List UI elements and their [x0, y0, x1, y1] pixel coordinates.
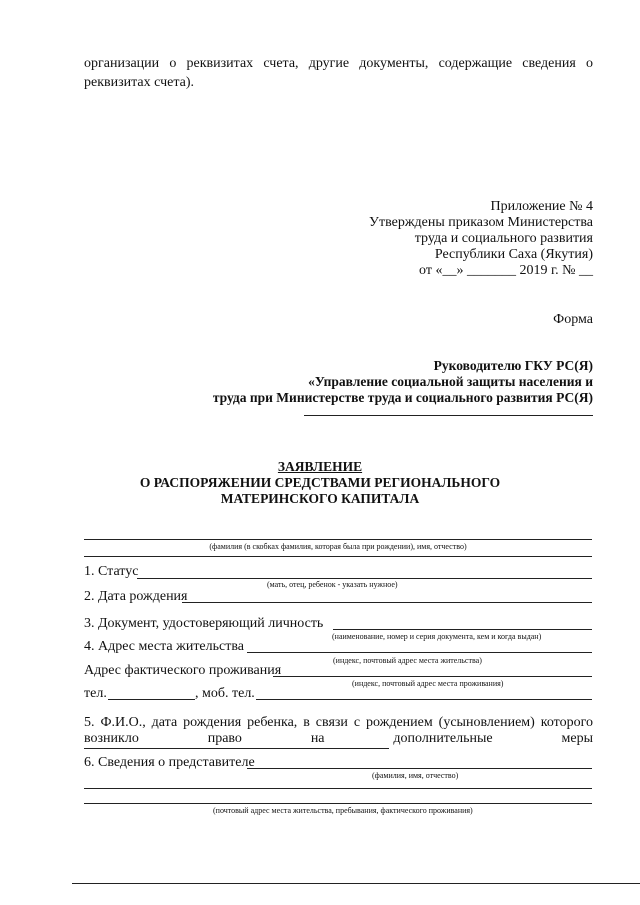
addressee-line-2: «Управление социальной защиты населения и: [308, 374, 593, 389]
addressee-line-3: труда при Министерстве труда и социального развития РС(Я): [212, 390, 593, 405]
status-hint: (мать, отец, ребенок - указать нужное): [267, 580, 398, 589]
child-info-line-2: [84, 731, 593, 747]
status-field[interactable]: [137, 578, 592, 579]
fio-field[interactable]: [84, 539, 592, 540]
child-info-word: право: [207, 731, 242, 746]
page-bottom-rule: [72, 883, 640, 884]
mobile-label: , моб. тел.: [195, 686, 255, 701]
representative-hint: (фамилия, имя, отчество): [372, 771, 459, 780]
address-field[interactable]: [247, 652, 592, 653]
title-line-2: О РАСПОРЯЖЕНИИ СРЕДСТВАМИ РЕГИОНАЛЬНОГО: [139, 475, 501, 490]
appendix-date: от «__» _______ 2019 г. № __: [419, 263, 593, 278]
addressee-line-1: Руководителю ГКУ РС(Я): [433, 358, 593, 373]
status-label: 1. Статус: [84, 564, 139, 579]
address-label: 4. Адрес места жительства: [84, 639, 244, 654]
postal-address-field-line-2[interactable]: [84, 803, 592, 804]
birthdate-label: 2. Дата рождения: [84, 589, 188, 604]
phone-label: тел.: [84, 686, 107, 701]
appendix-number: Приложение № 4: [490, 199, 593, 214]
mobile-field[interactable]: [256, 699, 592, 700]
birthdate-field[interactable]: [182, 602, 592, 603]
identity-doc-field[interactable]: [333, 629, 592, 630]
appendix-ministry: труда и социального развития: [414, 231, 593, 246]
identity-doc-hint: (наименование, номер и серия документа, кем и когда выдан): [332, 632, 542, 641]
intro-line-1: организации о реквизитах счета, другие документы, содержащие сведения о: [84, 56, 593, 71]
representative-field[interactable]: [247, 768, 592, 769]
postal-address-hint: (почтовый адрес места жительства, пребывания, фактического проживания): [213, 806, 473, 815]
fio-field-line-2[interactable]: [84, 556, 592, 557]
child-info-word: возникло: [84, 731, 139, 746]
title-statement: ЗАЯВЛЕНИЕ: [277, 459, 363, 474]
address-hint: (индекс, почтовый адрес места жительства): [333, 656, 482, 665]
child-info-word: меры: [561, 731, 593, 746]
fio-hint: (фамилия (в скобках фамилия, которая была при рождении), имя, отчество): [209, 542, 467, 551]
actual-address-field[interactable]: [273, 676, 592, 677]
representative-label: 6. Сведения о представителе: [84, 755, 255, 770]
appendix-republic: Республики Саха (Якутия): [434, 247, 593, 262]
child-info-line-1: 5. Ф.И.О., дата рождения ребенка, в связи с рождением (усыновлением) которого: [84, 715, 593, 730]
intro-line-2: реквизитах счета).: [84, 75, 194, 90]
actual-address-label: Адрес фактического проживания: [84, 663, 282, 678]
postal-address-field[interactable]: [84, 788, 592, 789]
child-info-word: на: [310, 731, 325, 746]
actual-address-hint: (индекс, почтовый адрес места проживания): [352, 679, 504, 688]
appendix-approved: Утверждены приказом Министерства: [369, 215, 593, 230]
phone-field[interactable]: [108, 699, 195, 700]
addressee-underline[interactable]: [304, 415, 593, 416]
form-label: Форма: [553, 312, 593, 327]
identity-doc-label: 3. Документ, удостоверяющий личность: [84, 616, 324, 631]
title-line-3: МАТЕРИНСКОГО КАПИТАЛА: [220, 491, 420, 506]
child-info-field[interactable]: [84, 748, 389, 749]
child-info-word: дополнительные: [393, 731, 493, 746]
